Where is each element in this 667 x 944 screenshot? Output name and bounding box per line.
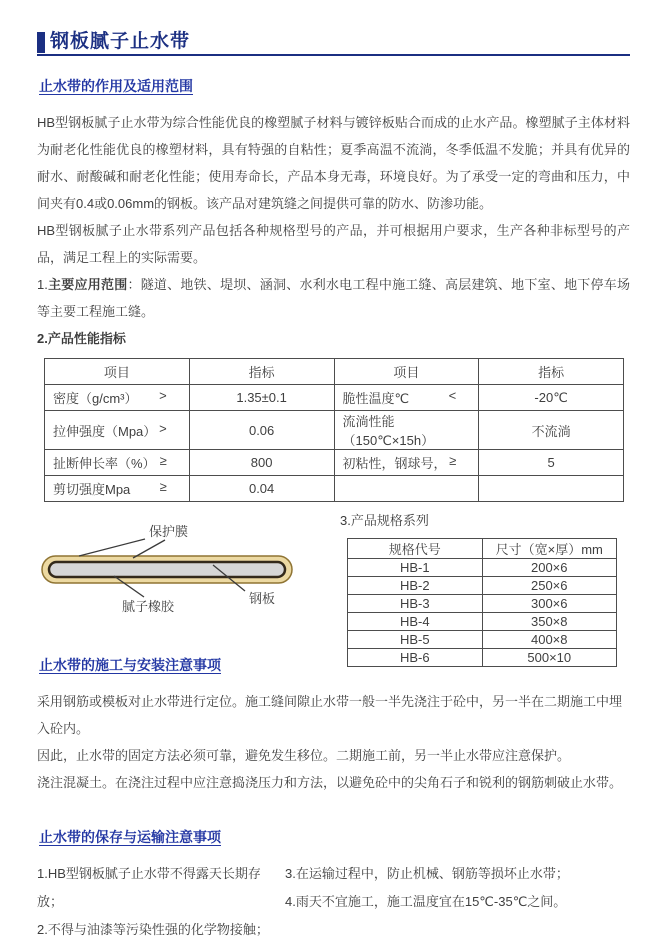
- section-heading-function[interactable]: 止水带的作用及适用范围: [39, 78, 193, 94]
- film-leader-line-left: [79, 539, 145, 556]
- section-heading-installation[interactable]: 止水带的施工与安装注意事项: [39, 657, 221, 673]
- diagram-label-steel-plate: 钢板: [249, 591, 276, 606]
- table-cell: ≥ 剪切强度Mpa: [45, 476, 190, 502]
- install-paragraph-2: 因此，止水带的固定方法必须可靠，避免发生移位。二期施工前，另一半止水带应注意保护。: [37, 748, 571, 763]
- storage-note-3: 3.在运输过程中，防止机械、钢筋等损坏止水带；: [285, 866, 569, 881]
- storage-note-2: 2.不得与油漆等污染性强的化学物接触；: [37, 922, 269, 937]
- storage-notes-right-column: [285, 860, 630, 944]
- storage-notes: [37, 860, 630, 944]
- waterstop-cross-section-diagram: [37, 519, 307, 634]
- perf-header-value-1: 指标: [189, 359, 334, 385]
- table-cell: > 拉伸强度（Mpa）: [45, 411, 190, 450]
- table-cell: 350×8: [482, 613, 617, 631]
- paragraph-series: HB型钢板腻子止水带系列产品包括各种规格型号的产品，并可根据用户要求，生产各种非标型号的产品，满足工程上的实际需要。: [37, 223, 630, 265]
- spec-header-code: 规格代号: [348, 539, 483, 559]
- section-heading-storage[interactable]: 止水带的保存与运输注意事项: [39, 829, 221, 845]
- table-cell: 500×10: [482, 649, 617, 667]
- table-cell: 250×6: [482, 577, 617, 595]
- table-cell: ≥ 扯断伸长率（%）: [45, 450, 190, 476]
- diagram-label-protective-film: 保护膜: [149, 524, 189, 539]
- table-cell: 流淌性能（150℃×15h）: [334, 411, 479, 450]
- paragraph-applications: [37, 271, 630, 325]
- table-row: [348, 649, 617, 667]
- table-row: [348, 613, 617, 631]
- table-row: [348, 595, 617, 613]
- install-paragraph-3: 浇注混凝土。在浇注过程中应注意捣浇压力和方法，以避免砼中的尖角石子和锐利的钢筋刺破止水带。: [37, 775, 623, 790]
- performance-table-header-row: [45, 359, 624, 385]
- table-cell: 200×6: [482, 559, 617, 577]
- table-cell: 800: [189, 450, 334, 476]
- table-cell: 300×6: [482, 595, 617, 613]
- table-cell: HB-2: [348, 577, 483, 595]
- storage-note-1: 1.HB型钢板腻子止水带不得露天长期存放；: [37, 866, 261, 909]
- table-row: [45, 450, 624, 476]
- table-row: [45, 385, 624, 411]
- table-row: [45, 476, 624, 502]
- table-cell: HB-6: [348, 649, 483, 667]
- install-paragraph-1: 采用钢筋或模板对止水带进行定位。施工缝间隙止水带一般一半先浇注于砼中，另一半在二期施工中埋入砼内。: [37, 694, 623, 736]
- spec-table-label: 3.产品规格系列: [340, 513, 429, 528]
- table-cell: HB-4: [348, 613, 483, 631]
- table-cell: [334, 476, 479, 502]
- spec-header-size: 尺寸（宽×厚）mm: [482, 539, 617, 559]
- table-cell: -20℃: [479, 385, 624, 411]
- title-block: [37, 31, 630, 56]
- performance-table-label: 2.产品性能指标: [37, 331, 126, 346]
- applications-number: 1.: [37, 277, 48, 292]
- performance-table: [44, 358, 624, 502]
- table-cell: 400×8: [482, 631, 617, 649]
- spec-table-header-row: [348, 539, 617, 559]
- table-row: [348, 577, 617, 595]
- spec-series-block: [337, 510, 619, 667]
- storage-notes-left-column: [37, 860, 285, 944]
- installation-section: [37, 655, 630, 796]
- table-cell: [479, 476, 624, 502]
- perf-header-item-2: 项目: [334, 359, 479, 385]
- perf-header-value-2: 指标: [479, 359, 624, 385]
- table-cell: < 脆性温度℃: [334, 385, 479, 411]
- table-cell: HB-5: [348, 631, 483, 649]
- table-cell: 1.35±0.1: [189, 385, 334, 411]
- table-cell: HB-1: [348, 559, 483, 577]
- table-cell: 不流淌: [479, 411, 624, 450]
- table-cell: HB-3: [348, 595, 483, 613]
- table-cell: 5: [479, 450, 624, 476]
- table-cell: 0.06: [189, 411, 334, 450]
- table-cell: ≥ 初粘性，钢球号，: [334, 450, 479, 476]
- table-cell: > 密度（g/cm³）: [45, 385, 190, 411]
- table-row: [45, 411, 624, 450]
- page-title: 钢板腻子止水带: [50, 31, 191, 52]
- diagram-label-putty-rubber: 腻子橡胶: [122, 599, 175, 614]
- title-accent-bar-icon: [37, 32, 45, 53]
- table-row: [348, 559, 617, 577]
- table-cell: 0.04: [189, 476, 334, 502]
- applications-label: 主要应用范围: [47, 277, 128, 292]
- paragraph-intro: HB型钢板腻子止水带为综合性能优良的橡塑腻子材料与镀锌板贴合而成的止水产品。橡塑腻子主体材料为耐老化性能优良的橡塑材料，具有特强的自粘性；夏季高温不流淌，冬季低温不发脆；并具有优异的耐水、耐酸碱和耐老化性能；使用寿命长，产品本身无毒，环境良好。为了承受一定的弯曲和压力，中间夹有0.4或0.06mm的钢板。该产品对建筑缝之间提供可靠的防水、防渗功能。: [37, 115, 630, 211]
- table-row: [348, 631, 617, 649]
- steel-plate-core-shape: [49, 562, 285, 577]
- storage-note-4: 4.雨天不宜施工，施工温度宜在15℃-35℃之间。: [285, 894, 567, 909]
- applications-text: ：隧道、地铁、堤坝、涵洞、水利水电工程中施工缝、高层建筑、地下室、地下停车场等主要工程施工缝。: [37, 277, 630, 319]
- spec-table: [347, 538, 617, 667]
- perf-header-item-1: 项目: [45, 359, 190, 385]
